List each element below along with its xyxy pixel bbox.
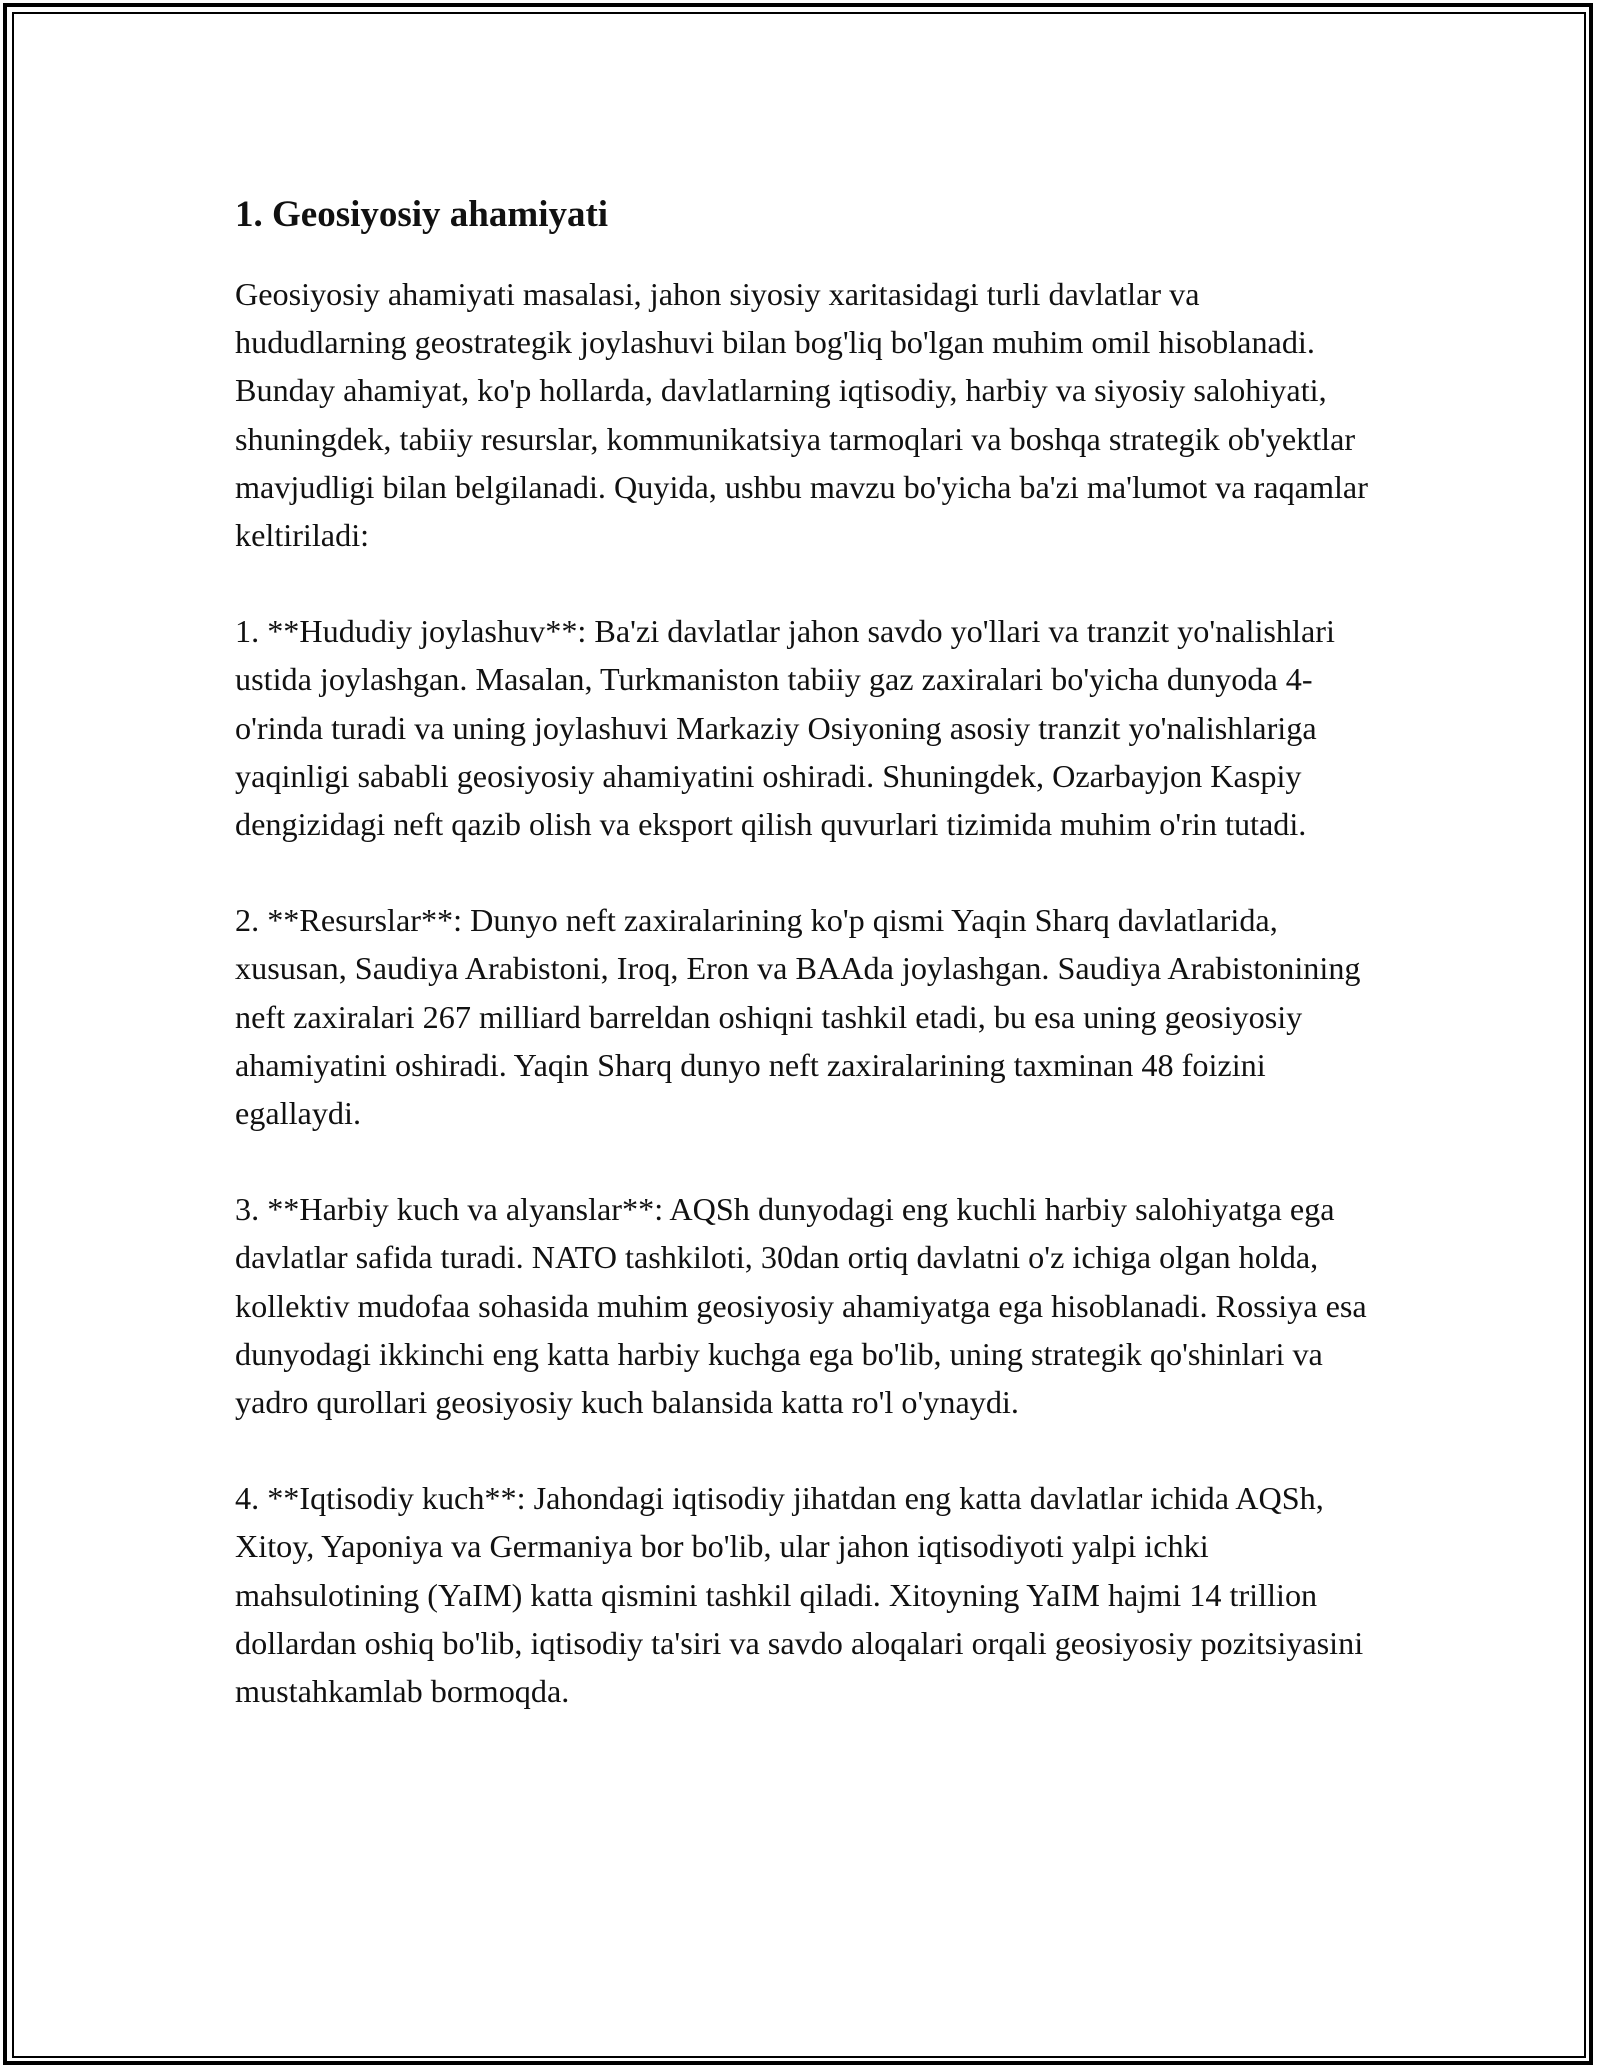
document-body	[235, 188, 1370, 1763]
intro-paragraph: Geosiyosiy ahamiyati masalasi, jahon siyosiy xaritasidagi turli davlatlar va hududlarning geostrategik joylashuvi bilan bog'liq bo'lgan muhim omil hisoblanadi. Bunday ahamiyat, ko'p hollarda, davlatlarning iqtisodiy, harbiy va siyosiy salohiyati, shuningdek, tabiiy resurslar, kommunikatsiya tarmoqlari va boshqa strategik ob'yektlar mavjudligi bilan belgilanadi. Quyida, ushbu mavzu bo'yicha ba'zi ma'lumot va raqamlar keltiriladi:	[235, 276, 1368, 554]
point-economic-power: 4. **Iqtisodiy kuch**: Jahondagi iqtisodiy jihatdan eng katta davlatlar ichida AQSh, Xitoy, Yaponiya va Germaniya bor bo'lib, ular jahon iqtisodiyoti yalpi ichki mahsulotining (YaIM) katta qismini tashkil qiladi. Xitoyning YaIM hajmi 14 trillion dollardan oshiq bo'lib, iqtisodiy ta'siri va savdo aloqalari orqali geosiyosiy pozitsiyasini mustahkamlab bormoqda.	[235, 1480, 1364, 1710]
point-military-power: 3. **Harbiy kuch va alyanslar**: AQSh dunyodagi eng kuchli harbiy salohiyatga ega davlatlar safida turadi. NATO tashkiloti, 30dan ortiq davlatni o'z ichiga olgan holda, kollektiv mudofaa sohasida muhim geosiyosiy ahamiyatga ega hisoblanadi. Rossiya esa dunyodagi ikkinchi eng katta harbiy kuchga ega bo'lib, uning strategik qo'shinlari va yadro qurollari geosiyosiy kuch balansida katta ro'l o'ynaydi.	[235, 1191, 1367, 1421]
point-territorial-location: 1. **Hududiy joylashuv**: Ba'zi davlatlar jahon savdo yo'llari va tranzit yo'nalishlari ustida joylashgan. Masalan, Turkmaniston tabiiy gaz zaxiralari bo'yicha dunyoda 4-o'rinda turadi va uning joylashuvi Markaziy Osiyoning asosiy tranzit yo'nalishlariga yaqinligi sababli geosiyosiy ahamiyatini oshiradi. Shuningdek, Ozarbayjon Kaspiy dengizidagi neft qazib olish va eksport qilish quvurlari tizimida muhim o'rin tutadi.	[235, 613, 1335, 843]
point-resources: 2. **Resurslar**: Dunyo neft zaxiralarining ko'p qismi Yaqin Sharq davlatlarida, xususan, Saudiya Arabistoni, Iroq, Eron va BAAda joylashgan. Saudiya Arabistonining neft zaxiralari 267 milliard barreldan oshiqni tashkil etadi, bu esa uning geosiyosiy ahamiyatini oshiradi. Yaqin Sharq dunyo neft zaxiralarining taxminan 48 foizini egallaydi.	[235, 902, 1361, 1132]
section-heading: 1. Geosiyosiy ahamiyati	[235, 194, 609, 235]
